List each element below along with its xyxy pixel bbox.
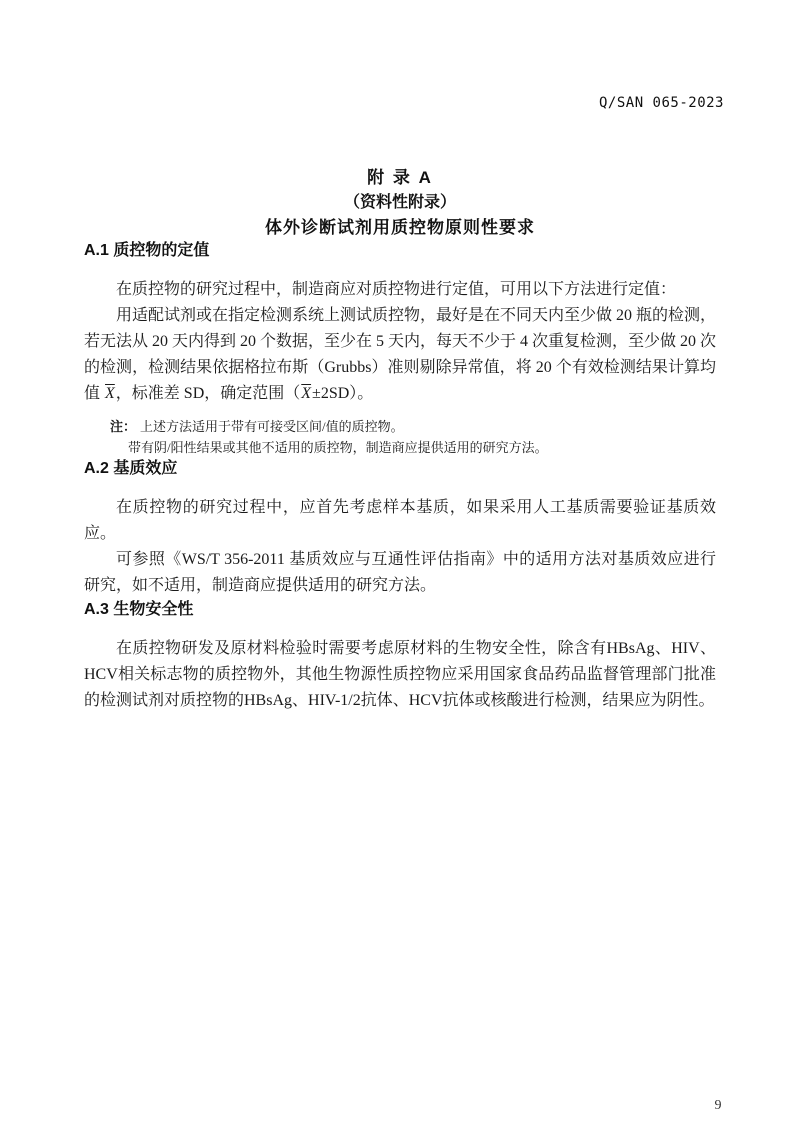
appendix-subject-title: 体外诊断试剂用质控物原则性要求 [265, 218, 535, 237]
section-a3 [84, 599, 716, 714]
paragraph-text: 用适配试剂或在指定检测系统上测试质控物，最好是在不同天内至少做 20 瓶的检测，若无法从 20 天内得到 20 个数据，至少在 5 天内，每天不少于 4 次重复检测，至少做 20 次的检测，检测结果依据格拉布斯（Grubbs）准则剔除异常值，将 20 个有效检测结果计算均值 [84, 307, 717, 402]
appendix-type-label: （资料性附录） [343, 194, 456, 211]
note-label: 注： [110, 419, 137, 434]
section-a3-paragraph-1: 在质控物研发及原材料检验时需要考虑原材料的生物安全性，除含有HBsAg、HIV、HCV相关标志物的质控物外，其他生物源性质控物应采用国家食品药品监督管理部门批准的检测试剂对质控物的HBsAg、HIV-1/2抗体、HCV抗体或核酸进行检测，结果应为阴性。 [84, 640, 716, 709]
section-a2-heading: A.2 基质效应 [84, 460, 178, 477]
appendix-title: 附 录 A [367, 168, 433, 187]
x-bar-symbol: $\overline{X}$ [301, 385, 312, 402]
paragraph-text: ，标准差 SD，确定范围（ [115, 385, 301, 402]
note-line-2: 带有阴/阳性结果或其他不适用的质控物，制造商应提供适用的研究方法。 [128, 440, 548, 455]
appendix-title-block [84, 166, 716, 240]
note-text: 上述方法适用于带有可接受区间/值的质控物。 [140, 419, 404, 434]
section-a3-heading: A.3 生物安全性 [84, 601, 194, 618]
section-a1-paragraph-1: 在质控物的研究过程中，制造商应对质控物进行定值，可用以下方法进行定值： [116, 281, 677, 298]
section-a2-paragraph-1: 在质控物的研究过程中，应首先考虑样本基质，如果采用人工基质需要验证基质效应。 [84, 499, 716, 542]
section-a1 [84, 240, 716, 458]
note-block [84, 416, 716, 458]
section-a1-heading: A.1 质控物的定值 [84, 242, 210, 259]
x-bar-symbol: $\overline{X}$ [105, 385, 115, 402]
section-a2-paragraph-2: 可参照《WS/T 356-2011 基质效应与互通性评估指南》中的适用方法对基质效应进行研究，如不适用，制造商应提供适用的研究方法。 [84, 551, 716, 594]
paragraph-text: ±2SD）。 [312, 385, 374, 402]
section-a1-paragraph-2 [84, 303, 716, 407]
note-line-1 [84, 416, 716, 437]
page-number: 9 [714, 1098, 722, 1113]
standard-number: Q/SAN 065-2023 [598, 95, 724, 111]
page-content [84, 166, 716, 714]
section-a2 [84, 458, 716, 599]
